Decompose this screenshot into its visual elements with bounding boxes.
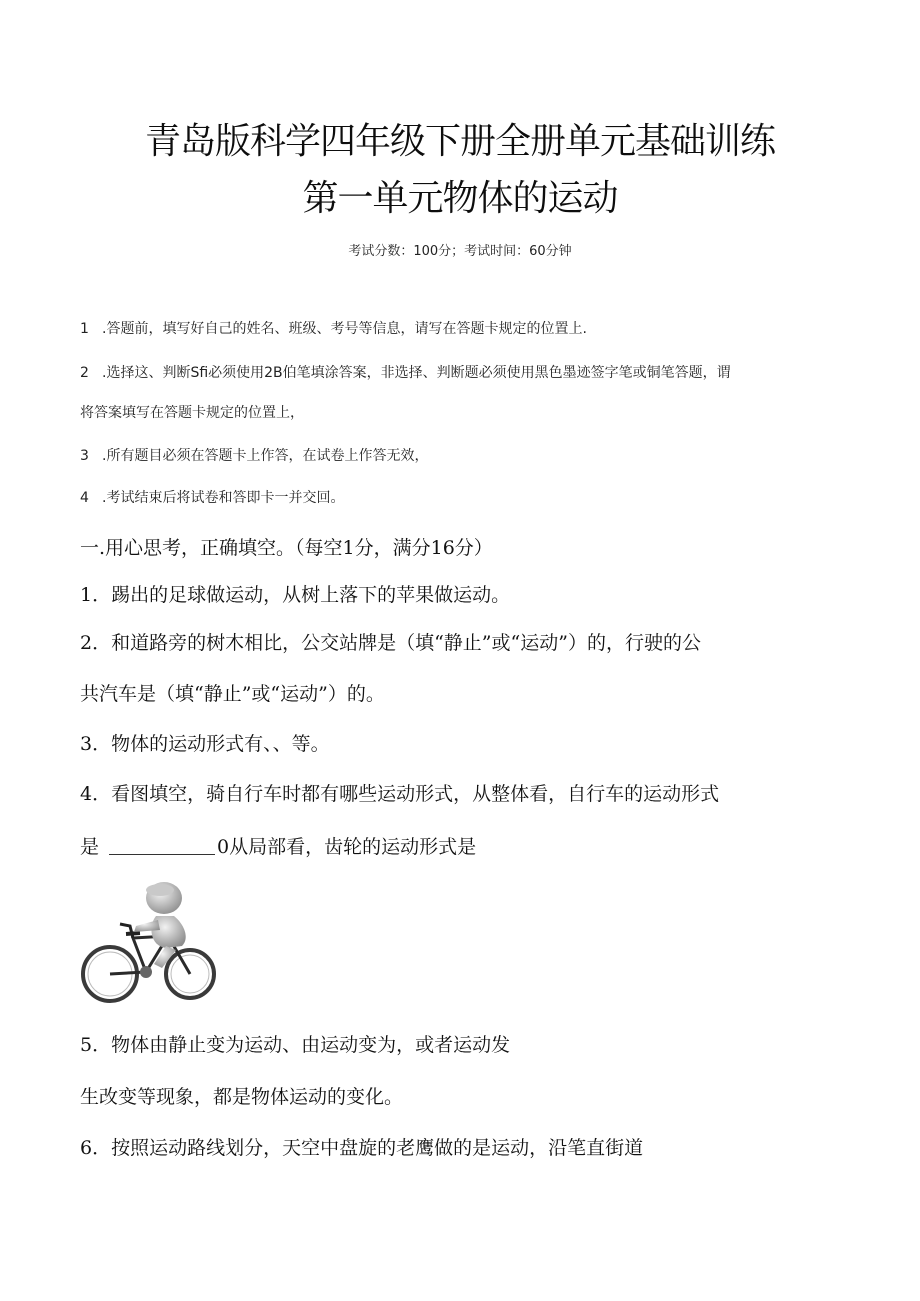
question-4-continued [80,832,476,859]
answer-blank[interactable] [109,838,215,855]
instruction-2: 2 .选择这、判断Sfi必须使用2B伯笔填涂答案，非选择、判断题必须使用黑色墨迹签字笔或铜笔答题，谓 [80,365,731,381]
question-4: 4．看图填空，骑自行车时都有哪些运动形式，从整体看，自行车的运动形式 [80,783,720,805]
question-5-continued: 生改变等现象，都是物体运动的变化。 [80,1086,404,1108]
question-5: 5．物体由静止变为运动、由运动变为，或者运动发 [80,1034,511,1056]
q4-suffix: 0从局部看，齿轮的运动形式是 [217,836,477,858]
question-1: 1．踢出的足球做运动，从树上落下的苹果做运动。 [80,584,511,606]
question-3: 3．物体的运动形式有、、等。 [80,733,330,755]
section-heading: 一.用心思考，正确填空。（每空1分，满分16分） [80,537,493,559]
instruction-4: 4 .考试结束后将试卷和答即卡一并交回。 [80,490,345,506]
question-2: 2．和道路旁的树木相比，公交站牌是（填“静止”或“运动”）的，行驶的公 [80,632,701,654]
cyclist-illustration [78,876,218,1006]
instruction-2-continued: 将答案填写在答题卡规定的位置上， [80,405,304,421]
instruction-3: 3 .所有题目必须在答题卡上作答，在试卷上作答无效， [80,448,429,464]
unit-title: 第一单元物体的运动 [302,178,618,219]
q4-prefix: 是 [80,836,100,858]
question-6: 6．按照运动路线划分，天空中盘旋的老鹰做的是运动，沿笔直街道 [80,1137,644,1159]
document-title: 青岛版科学四年级下册全册单元基础训练 [144,121,775,162]
instruction-1: 1 .答题前，填写好自己的姓名、班级、考号等信息，请写在答题卡规定的位置上. [80,321,587,337]
question-2-continued: 共汽车是（填“静止”或“运动”）的。 [80,683,385,705]
exam-info: 考试分数：100分；考试时间：60分钟 [348,244,572,259]
